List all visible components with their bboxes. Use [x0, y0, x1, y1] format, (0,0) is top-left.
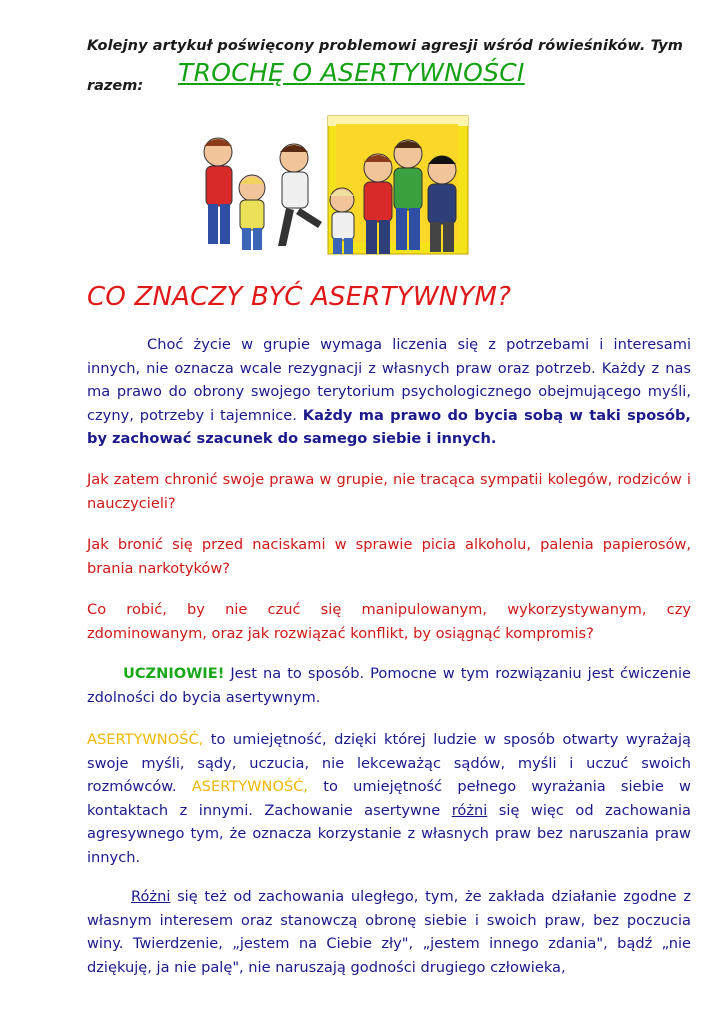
question-1: Jak zatem chronić swoje prawa w grupie, nie tracąca sympatii kolegów, rodziców i nauczycieli?: [87, 471, 691, 512]
article-title: TROCHĘ O ASERTYWNOŚCI: [178, 58, 525, 87]
paragraph-1-bold: Każdy ma prawo do bycia sobą w taki sposób, by zachować szacunek do samego siebie i innych.: [87, 406, 691, 447]
boy-small-center: [239, 175, 265, 250]
paragraph-3-text-1: to umiejętność, dzięki której ludzie w sposób otwarty wyrażają swoje myśli, sądy, uczucia, nie lekceważąc sądów, myśli i uczuć swoich rozmówców.: [87, 731, 691, 795]
paragraph-3-text-3: się więc od zachowania agresywnego tym, że oznacza korzystanie z własnych praw bez naruszania praw innych.: [87, 801, 692, 866]
intro-line-1: Kolejny artykuł poświęcony problemowi agresji wśród rówieśników. Tym: [87, 38, 684, 54]
paragraph-3-text-2: to umiejętność pełnego wyrażania siebie w kontaktach z innymi. Zachowanie asertywne: [87, 778, 691, 819]
underlined-rozni-capital: Różni: [131, 888, 171, 905]
underlined-rozni: różni: [451, 801, 488, 819]
paragraph-1-text: Choć życie w grupie wymaga liczenia się z potrzebami i interesami innych, nie oznacza wcale rezygnacji z własnych praw oraz potrzeb. Każdy z nas ma prawo do obrony swojego terytorium psychologicznego obejmującego myśli, czyny, potrzeby i tajemnice.: [87, 336, 691, 424]
paragraph-4-text: się też od zachowania uległego, tym, że zakłada działanie zgodne z własnym interesem oraz stanowczą obronę siebie i swoich praw, bez poczucia winy. Twierdzenie, „jestem na Ciebie zły", „jestem innego zdania", bądź „nie dziękuję, ja nie palę", nie naruszają godności drugiego człowieka,: [87, 888, 691, 976]
boy-laughing-left: [204, 138, 232, 244]
section-heading: CO ZNACZY BYĆ ASERTYWNYM?: [87, 282, 512, 312]
paragraph-2: [87, 662, 691, 709]
boy-blonde: [330, 188, 354, 254]
question-3: Co robić, by nie czuć się manipulowanym, wykorzystywanym, czy zdominowanym, oraz jak rozwiązać konflikt, by osiągnąć kompromis?: [87, 601, 691, 642]
term-assertiveness-1: ASERTYWNOŚĆ,: [87, 731, 204, 748]
paragraph-1: [87, 333, 691, 451]
term-assertiveness-2: ASERTYWNOŚĆ,: [191, 778, 309, 795]
paragraph-4: [87, 885, 691, 979]
paragraph-2-text: Jest na to sposób. Pomocne w tym rozwiązaniu jest ćwiczenie zdolności do bycia asertywnym.: [87, 665, 691, 706]
boy-kicking: [278, 144, 322, 246]
students-highlight: UCZNIOWIE!: [123, 665, 225, 682]
intro-line-2: razem:: [87, 78, 144, 94]
paragraph-3: [87, 728, 691, 869]
children-cartoon-illustration: [190, 110, 470, 258]
question-2: Jak bronić się przed naciskami w sprawie picia alkoholu, palenia papierosów, brania narkotyków?: [87, 536, 691, 577]
